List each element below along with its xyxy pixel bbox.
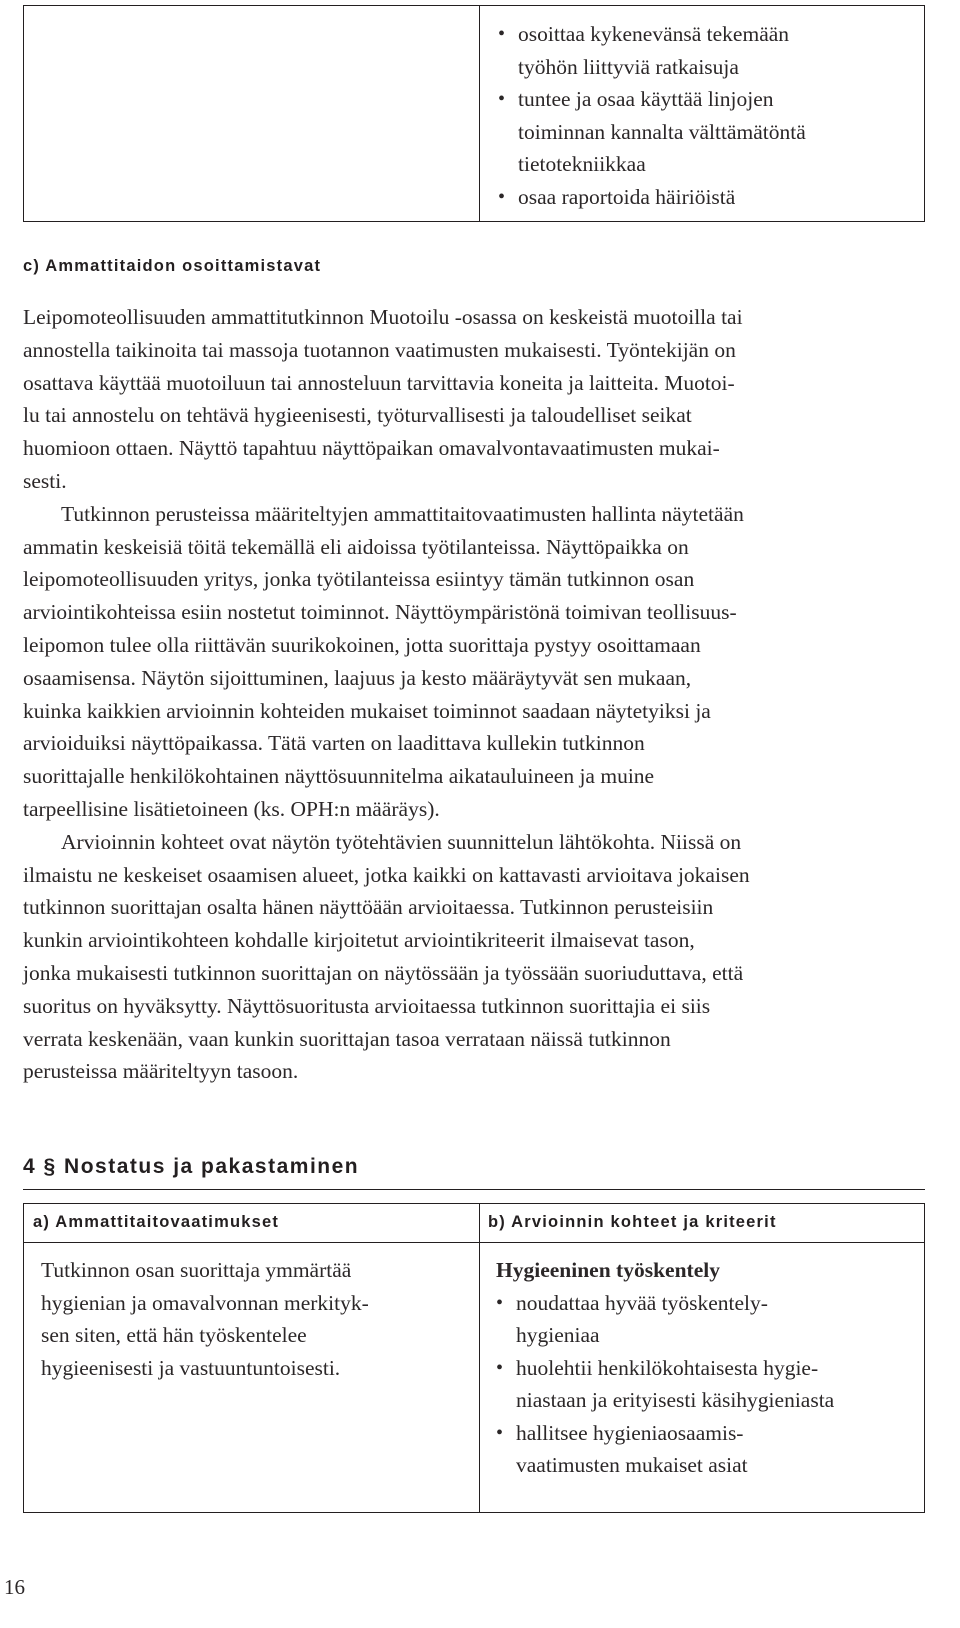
text-line: arviointikohteissa esiin nostetut toiminnot. Näyttöympäristönä toimivan teollisuus- [23, 600, 737, 625]
text-line: suoritus on hyväksytty. Näyttösuoritusta arvioitaessa tutkinnon suorittajia ei siis [23, 993, 711, 1018]
text-line: jonka mukaisesti tutkinnon suorittajan on näytössään ja työssään suoriuduttava, että [23, 960, 744, 985]
section-4-heading: 4 § Nostatus ja pakastaminen [23, 1155, 360, 1178]
criteria-bullet-list [498, 18, 918, 213]
text-line: työhön liittyviä ratkaisuja [518, 54, 739, 79]
paragraph [23, 826, 925, 1088]
bullet-item [496, 1287, 916, 1352]
text-line: Tutkinnon osan suorittaja ymmärtää [41, 1258, 352, 1282]
text-line: tutkinnon suorittajan osalta hänen näyttöään arvioitaessa. Tutkinnon perusteisiin [23, 895, 714, 920]
text-line: • huolehtii henkilökohtaisesta hygie- [516, 1355, 819, 1380]
column-heading-criteria: b) Arvioinnin kohteet ja kriteerit [488, 1213, 777, 1231]
text-line: tarpeellisine lisätietoineen (ks. OPH:n määräys). [23, 796, 440, 821]
text-line: Arvioinnin kohteet ovat näytön työtehtävien suunnittelun lähtökohta. Niissä on [61, 829, 742, 854]
heading-rule [23, 1189, 925, 1190]
text-line: leipomoteollisuuden yritys, jonka työtilanteissa esiintyy tämän tutkinnon osan [23, 567, 695, 592]
criteria-subheading: Hygieeninen työskentely [496, 1258, 720, 1282]
column-heading-requirements: a) Ammattitaitovaatimukset [33, 1213, 280, 1231]
text-line: vaatimusten mukaiset asiat [516, 1453, 748, 1477]
text-line: lu tai annostelu on tehtävä hygieenisesti, työturvallisesti ja taloudelliset seikat [23, 403, 692, 428]
text-line: sesti. [23, 468, 67, 493]
text-line: sen siten, että hän työskentelee [41, 1323, 307, 1347]
bullet-item [496, 1352, 916, 1417]
requirements-text [41, 1254, 461, 1384]
paragraph [23, 498, 925, 826]
bullet-item [498, 181, 918, 214]
text-line: tuntee ja osaa käyttää linjojen [518, 87, 774, 111]
text-line: osaa raportoida häiriöistä [518, 184, 736, 209]
criteria-table-continuation [23, 5, 925, 222]
text-line: osaamisensa. Näytön sijoittuminen, laajuus ja kesto määräytyvät sen mukaan, [23, 665, 692, 690]
text-line: verrata keskenään, vaan kunkin suorittajan tasoa verrataan näissä tutkinnon [23, 1026, 671, 1051]
text-line: Leipomoteollisuuden ammattitutkinnon Muotoilu -osassa on keskeistä muotoilla tai [23, 305, 743, 329]
text-line: ammatin keskeisiä töitä tekemällä eli aidoissa työtilanteissa. Näyttöpaikka on [23, 534, 689, 559]
text-line: leipomon tulee olla riittävän suurikokoinen, jotta suorittaja pystyy osoittamaan [23, 632, 701, 657]
text-line: kunkin arviointikohteen kohdalle kirjoitetut arviointikriteerit ilmaisevat tason, [23, 928, 695, 953]
text-line: hygieenisesti ja vastuuntuntoisesti. [41, 1355, 341, 1380]
bullet-item [496, 1417, 916, 1482]
text-line: annostella taikinoita tai massoja tuotannon vaatimusten mukaisesti. Työntekijän on [23, 337, 736, 362]
criteria-column [496, 1254, 916, 1482]
text-line: tietotekniikkaa [518, 152, 646, 176]
text-line: huomioon ottaen. Näyttö tapahtuu näyttöpaikan omavalvontavaatimusten mukai- [23, 436, 720, 461]
text-line: arvioiduiksi näyttöpaikassa. Tätä varten on laadittava kullekin tutkinnon [23, 731, 645, 756]
page-number: 16 [4, 1575, 25, 1599]
table-column-divider [479, 6, 480, 221]
section-body [23, 301, 925, 1088]
text-line: • hallitsee hygieniaosaamis- [516, 1420, 744, 1445]
text-line: niastaan ja erityisesti käsihygieniasta [516, 1388, 835, 1412]
text-line: ilmaistu ne keskeiset osaamisen alueet, jotka kaikki on kattavasti arvioitava jokaisen [23, 862, 750, 887]
text-line: hygieniaa [516, 1323, 600, 1347]
text-line: toiminnan kannalta välttämätöntä [518, 119, 806, 144]
bullet-item [498, 83, 918, 181]
section-heading: c) Ammattitaidon osoittamistavat [23, 257, 322, 275]
table-header-rule [24, 1242, 924, 1243]
paragraph [23, 301, 925, 498]
criteria-bullet-list [496, 1287, 916, 1482]
text-line: kuinka kaikkien arvioinnin kohteiden mukaiset toiminnot saadaan näytetyiksi ja [23, 698, 711, 723]
requirements-table [23, 1203, 925, 1513]
text-line: • noudattaa hyvää työskentely- [516, 1290, 768, 1315]
text-line: suorittajalle henkilökohtainen näyttösuunnitelma aikatauluineen ja muine [23, 764, 655, 789]
table-column-divider [479, 1204, 480, 1512]
text-line: Tutkinnon perusteissa määriteltyjen ammattitaitovaatimusten hallinta näytetään [61, 501, 744, 526]
text-line: hygienian ja omavalvonnan merkityk- [41, 1290, 369, 1315]
text-line: osoittaa kykenevänsä tekemään [518, 22, 790, 46]
text-line: perusteissa määriteltyyn tasoon. [23, 1059, 299, 1084]
text-line: osattava käyttää muotoiluun tai annosteluun tarvittavia koneita ja laitteita. Muotoi- [23, 370, 735, 395]
bullet-item [498, 18, 918, 83]
